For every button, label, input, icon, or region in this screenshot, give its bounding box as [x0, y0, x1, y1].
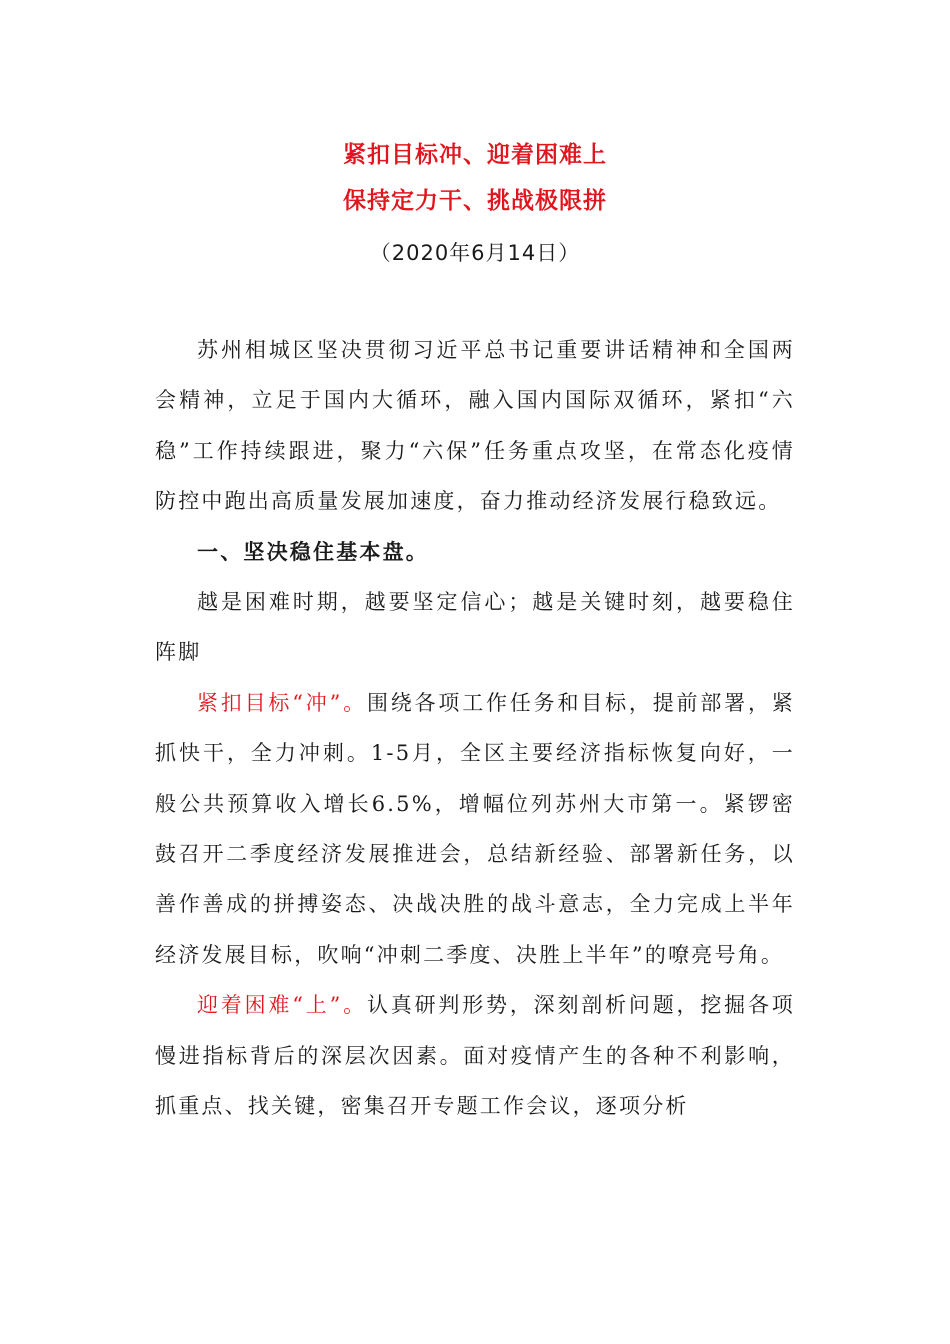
section-heading: 一、坚决稳住基本盘。	[197, 539, 429, 564]
title-line-1: 紧扣目标冲、迎着困难上	[343, 142, 607, 168]
item-paragraph-1	[155, 678, 795, 980]
document-date: （2020年6月14日）	[369, 241, 581, 265]
document-body	[155, 325, 795, 1132]
item-text-1: 围绕各项工作任务和目标，提前部署，紧抓快干，全力冲刺。1-5月，全区主要经济指标恢复向好，一般公共预算收入增长6.5%，增幅位列苏州大市第一。紧锣密鼓召开二季度经济发展推进会，总结新经验、部署新任务，以善作善成的拼搏姿态、决战决胜的战斗意志，全力完成上半年经济发展目标，吹响“冲刺二季度、决胜上半年”的嘹亮号角。	[155, 690, 795, 967]
section-intro-paragraph: 越是困难时期，越要坚定信心；越是关键时刻，越要稳住阵脚	[155, 590, 795, 665]
item-lead-1: 紧扣目标“冲”。	[197, 690, 367, 715]
item-text-2: 认真研判形势，深刻剖析问题，挖掘各项慢进指标背后的深层次因素。面对疫情产生的各种不利影响，抓重点、找关键，密集召开专题工作会议，逐项分析	[155, 993, 795, 1119]
item-lead-2: 迎着困难“上”。	[197, 993, 367, 1018]
item-paragraph-2	[155, 980, 795, 1131]
intro-paragraph: 苏州相城区坚决贯彻习近平总书记重要讲话精神和全国两会精神，立足于国内大循环，融入国内国际双循环，紧扣“六稳”工作持续跟进，聚力“六保”任务重点攻坚，在常态化疫情防控中跑出高质量发展加速度，奋力推动经济发展行稳致远。	[155, 338, 795, 514]
title-block	[0, 132, 950, 276]
title-line-2: 保持定力干、挑战极限拼	[343, 188, 607, 214]
